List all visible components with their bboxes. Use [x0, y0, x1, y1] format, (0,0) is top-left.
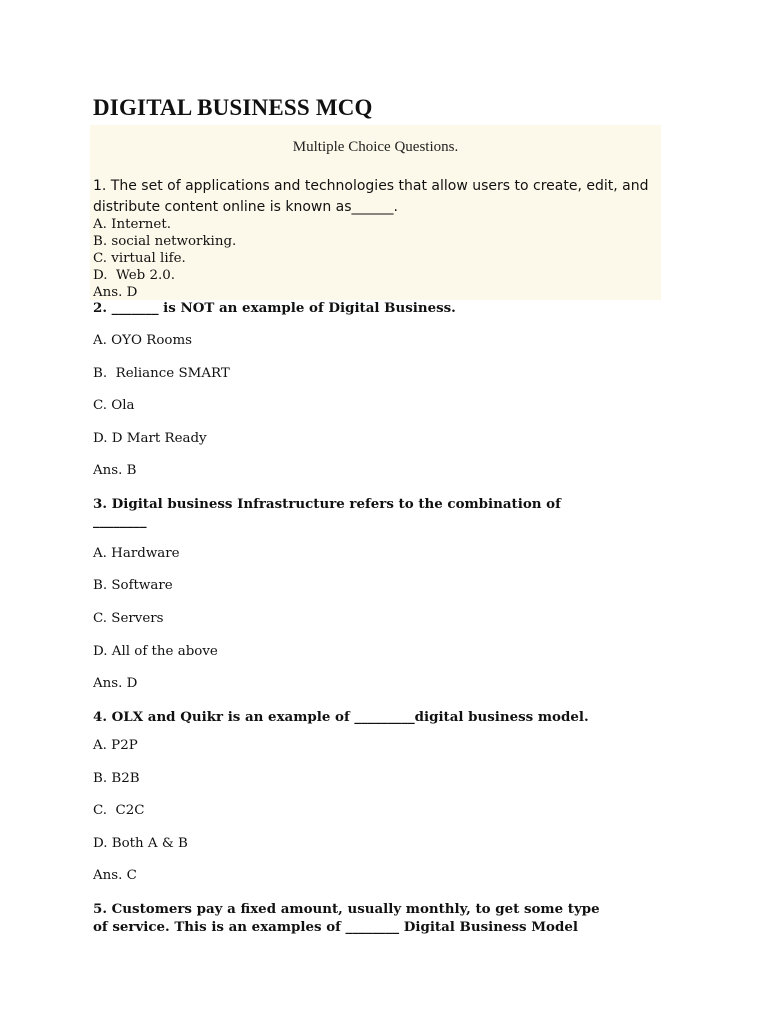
option: C. virtual life. — [93, 251, 186, 266]
option: B. Reliance SMART — [93, 366, 230, 381]
option: A. Internet. — [93, 217, 171, 232]
question-3-text-line-2: ________ — [93, 513, 147, 529]
question-4-text: 4. OLX and Quikr is an example of _________digital business model. — [93, 709, 589, 725]
answer: Ans. D — [93, 676, 138, 691]
option: B. Software — [93, 578, 173, 593]
option: D. Both A & B — [93, 836, 188, 851]
option: D. All of the above — [93, 644, 218, 659]
option: C. Ola — [93, 398, 135, 413]
option: C. Servers — [93, 611, 164, 626]
question-2-text: 2. _______ is NOT an example of Digital Business. — [93, 300, 456, 316]
option: D. D Mart Ready — [93, 431, 207, 446]
question-5-text: 5. Customers pay a fixed amount, usually monthly, to get some type — [93, 901, 600, 917]
question-1-options — [93, 216, 236, 301]
option: B. social networking. — [93, 234, 237, 249]
option: A. Hardware — [93, 546, 180, 561]
answer: Ans. B — [93, 463, 137, 478]
intro-box — [90, 125, 661, 300]
question-5-text-line-2: of service. This is an examples of ________ Digital Business Model — [93, 919, 578, 935]
intro-subtitle: Multiple Choice Questions. — [292, 139, 459, 155]
question-3-text: 3. Digital business Infrastructure refers to the combination of — [93, 496, 561, 512]
option: A. P2P — [93, 738, 138, 753]
option: B. B2B — [93, 771, 140, 786]
page-title: DIGITAL BUSINESS MCQ — [93, 95, 373, 120]
option: C. C2C — [93, 803, 145, 818]
option: D. Web 2.0. — [93, 268, 176, 283]
answer: Ans. D — [93, 285, 138, 300]
answer: Ans. C — [93, 868, 137, 883]
question-1-text: 1. The set of applications and technologies that allow users to create, edit, and distribute content online is known as______. — [93, 178, 649, 215]
option: A. OYO Rooms — [93, 333, 193, 348]
